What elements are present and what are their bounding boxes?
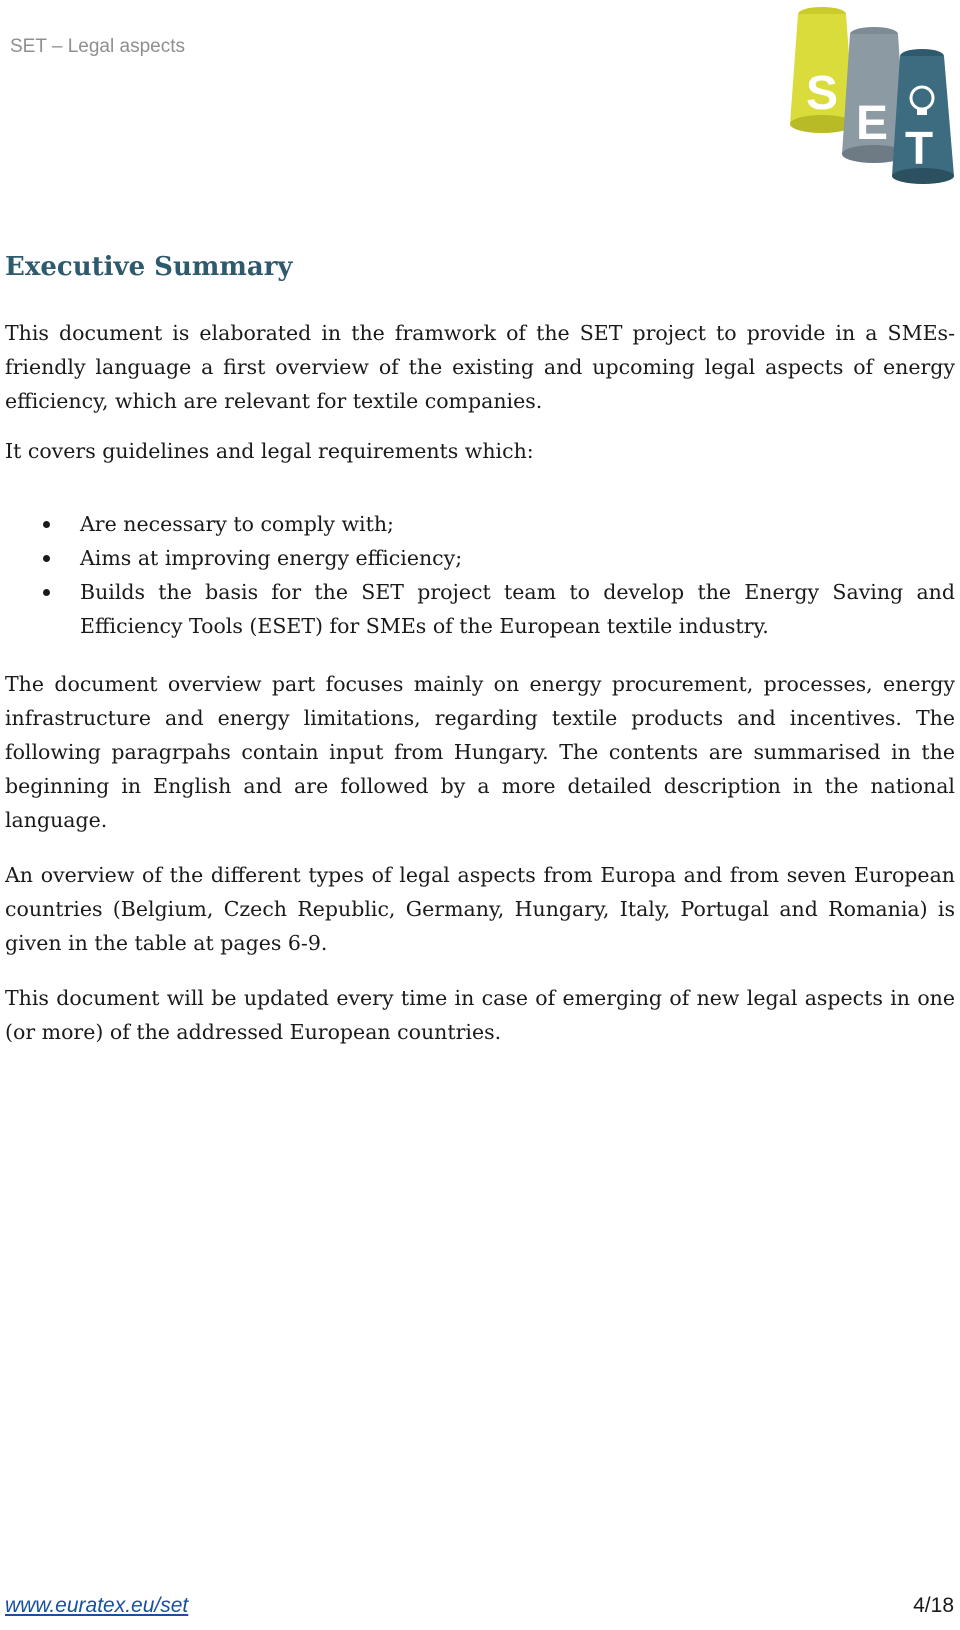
requirements-list [5,507,955,643]
list-item-text: Builds the basis for the SET project team to develop the Energy Saving and Efficiency Tools (ESET) for SMEs of the European textile industry. [80,580,955,638]
paragraph-overview: The document overview part focuses mainly on energy procurement, processes, energy infrastructure and energy limitations, regarding textile products and incentives. The following paragrpahs contain input from Hungary. The contents are summarised in the beginning in English and are followed by a more detailed description in the national language. [5,672,955,832]
paragraph-countries: An overview of the different types of legal aspects from Europa and from seven European countries (Belgium, Czech Republic, Germany, Hungary, Italy, Portugal and Romania) is given in the table at pages 6-9. [5,863,955,955]
paragraph-covers: It covers guidelines and legal requirements which: [5,439,534,463]
header-title: SET – Legal aspects [10,36,185,57]
list-item [5,575,955,643]
list-item [5,507,955,541]
section-heading: Executive Summary [5,252,293,282]
bullet-icon [43,555,50,562]
svg-text:T: T [905,122,934,174]
footer-link[interactable]: www.euratex.eu/set [5,1594,189,1617]
page-number: 4/18 [913,1594,954,1617]
paragraph-intro: This document is elaborated in the framwork of the SET project to provide in a SMEs-friendly language a first overview of the existing and upcoming legal aspects of energy efficiency, which are relevant for textile companies. [5,321,955,413]
paragraph-updates: This document will be updated every time in case of emerging of new legal aspects in one (or more) of the addressed European countries. [5,986,955,1044]
svg-text:S: S [806,67,839,120]
list-item-text: Are necessary to comply with; [80,512,394,536]
list-item-text: Aims at improving energy efficiency; [80,546,463,570]
svg-text:E: E [856,97,889,150]
list-item [5,541,955,575]
bullet-icon [43,589,50,596]
set-logo-icon [786,4,956,186]
bullet-icon [43,521,50,528]
